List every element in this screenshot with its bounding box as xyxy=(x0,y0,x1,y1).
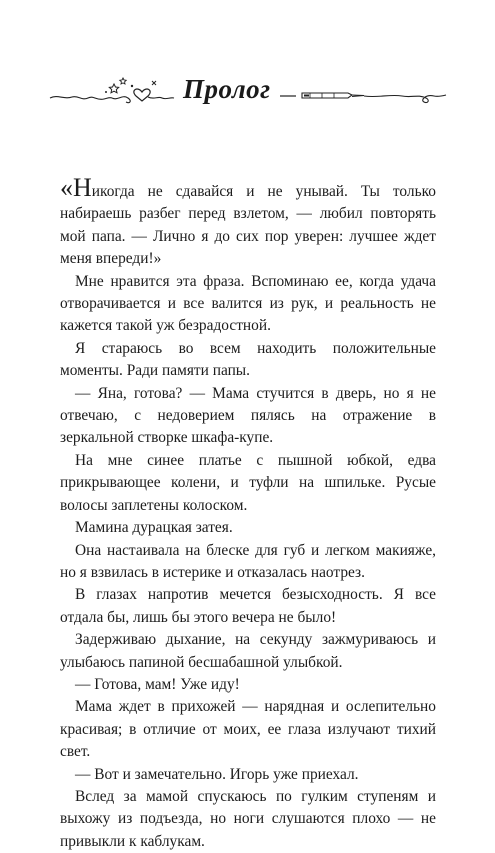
paragraph: Задерживаю дыхание, на секунду зажмуриваюсь и улыбаюсь папиной бесшабашной улыбкой. xyxy=(60,631,436,671)
paragraph: Мамина дурацкая затея. xyxy=(75,519,233,537)
paragraph: — Яна, готова? — Мама стучится в дверь, но я не отвечаю, с недоверием пялясь на отражение в зеркальной створке шкафа-купе. xyxy=(60,384,436,447)
opening-letter: «Н xyxy=(60,173,92,202)
paragraph xyxy=(60,173,436,271)
paragraph: — Готова, мам! Уже иду! xyxy=(75,675,240,693)
stars-and-heart-flourish-icon xyxy=(48,70,178,110)
paragraph: Мне нравится эта фраза. Вспоминаю ее, когда удача отворачивается и все валится из рук, и реальность не кажется такой уж безрадостной. xyxy=(60,272,436,335)
paragraph: В глазах напротив мечется безысходность. Я все отдала бы, лишь бы этого вечера не было! xyxy=(60,586,436,626)
chapter-header xyxy=(0,62,495,122)
paragraph-text: икогда не сдавайся и не унывай. Ты только набираешь разбег перед взлетом, — любил повторять мой папа. — Лично я до сих пор уверен: лучшее ждет меня впереди!» xyxy=(60,183,436,268)
paragraph: Я стараюсь во всем находить положительные моменты. Ради памяти папы. xyxy=(60,339,436,380)
chapter-body-text xyxy=(60,173,436,853)
paragraph: Мама ждет в прихожей — нарядная и ослепительно красивая; в отличие от моих, ее глаза излучают тихий свет. xyxy=(60,698,436,761)
paragraph: Вслед за мамой спускаюсь по гулким ступеням и выхожу из подъезда, но ноги слушаются плохо — не привыкли к каблукам. xyxy=(60,787,436,850)
chapter-title: Пролог xyxy=(183,74,271,104)
fountain-pen-flourish-icon xyxy=(278,76,448,110)
paragraph: На мне синее платье с пышной юбкой, едва прикрывающее колени, и туфли на шпильке. Русые волосы заплетены колоском. xyxy=(60,451,436,514)
paragraph: Она настаивала на блеске для губ и легком макияже, но я взвилась в истерике и отказалась наотрез. xyxy=(60,541,436,581)
paragraph: — Вот и замечательно. Игорь уже приехал. xyxy=(75,765,359,783)
